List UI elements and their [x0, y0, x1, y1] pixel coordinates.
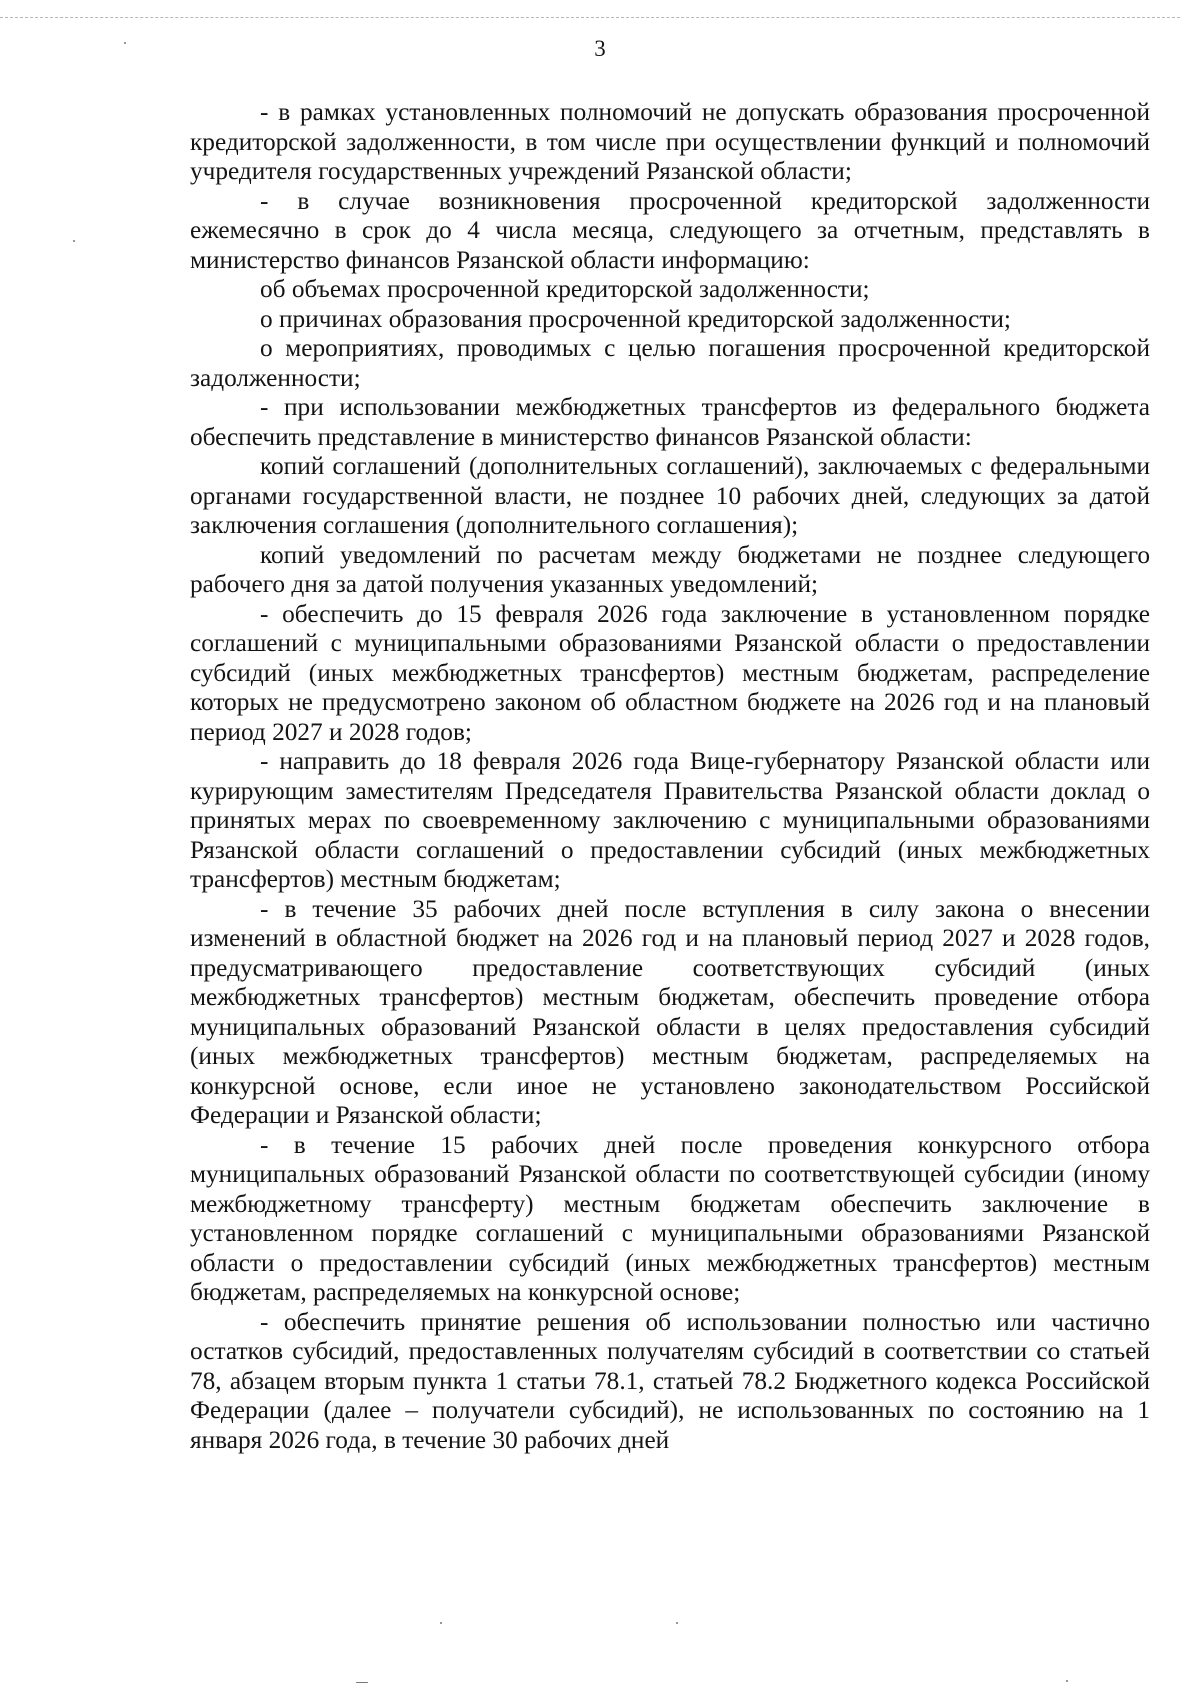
scan-speck: [440, 1622, 442, 1624]
paragraph: - в рамках установленных полномочий не допускать образования просроченной кредиторской задолженности, в том числе при осуществлении функций и полномочий учредителя государственных учреждений Рязанской области;: [190, 98, 1150, 185]
paragraph: - в случае возникновения просроченной кредиторской задолженности ежемесячно в срок до 4 числа месяца, следующего за отчетным, представлять в министерство финансов Рязанской области информацию:: [190, 186, 1150, 274]
scan-speck: [676, 1622, 678, 1624]
paragraph: - в течение 15 рабочих дней после проведения конкурсного отбора муниципальных образований Рязанской области по соответствующей субсидии (иному межбюджетному трансферту) местным бюджетам обеспечить заключение в установленном порядке соглашений с муниципальными образованиями Рязанской области о предоставлении субсидий (иных межбюджетных трансфертов) местным бюджетам, распределяемых на конкурсной основе;: [190, 1130, 1150, 1306]
paragraph: копий уведомлений по расчетам между бюджетами не позднее следующего рабочего дня за датой получения указанных уведомлений;: [190, 540, 1150, 598]
scan-speck: [1066, 1680, 1068, 1682]
document-body: [190, 98, 1150, 1455]
paragraph: - обеспечить принятие решения об использовании полностью или частично остатков субсидий, предоставленных получателям субсидий в соответствии со статьей 78, абзацем вторым пункта 1 статьи 78.1, статьей 78.2 Бюджетного кодекса Российской Федерации (далее – получатели субсидий), не использованных по состоянию на 1 января 2026 года, в течение 30 рабочих дней: [190, 1307, 1150, 1454]
paragraph: копий соглашений (дополнительных соглашений), заключаемых с федеральными органами государственной власти, не позднее 10 рабочих дней, следующих за датой заключения соглашения (дополнительного соглашения);: [190, 452, 1150, 539]
paragraph: об объемах просроченной кредиторской задолженности;: [260, 275, 870, 303]
paragraph: о мероприятиях, проводимых с целью погашения просроченной кредиторской задолженности;: [190, 334, 1150, 392]
scan-speck: [73, 240, 75, 242]
paragraph: - при использовании межбюджетных трансфертов из федерального бюджета обеспечить представление в министерство финансов Рязанской области:: [190, 393, 1150, 451]
paragraph: о причинах образования просроченной кредиторской задолженности;: [260, 304, 1011, 333]
paragraph: - направить до 18 февраля 2026 года Вице-губернатору Рязанской области или курирующим заместителям Председателя Правительства Рязанской области доклад о принятых мерах по своевременному заключению с муниципальными образованиями Рязанской области соглашений о предоставлении субсидий (иных межбюджетных трансфертов) местным бюджетам;: [190, 747, 1150, 893]
scan-edge-line: [0, 17, 1180, 18]
paragraph: - обеспечить до 15 февраля 2026 года заключение в установленном порядке соглашений с муниципальными образованиями Рязанской области о предоставлении субсидий (иных межбюджетных трансфертов) местным бюджетам, распределение которых не предусмотрено законом об областном бюджете на 2026 год и на плановый период 2027 и 2028 годов;: [190, 599, 1150, 746]
scan-speck: [356, 1682, 368, 1683]
page-number: 3: [594, 36, 606, 61]
paragraph: - в течение 35 рабочих дней после вступления в силу закона о внесении изменений в областной бюджет на 2026 год и на плановый период 2027 и 2028 годов, предусматривающего предоставление соответствующих субсидий (иных межбюджетных трансфертов) местным бюджетам, обеспечить проведение отбора муниципальных образований Рязанской области в целях предоставления субсидий (иных межбюджетных трансфертов) местным бюджетам, распределяемых на конкурсной основе, если иное не установлено законодательством Российской Федерации и Рязанской области;: [190, 894, 1150, 1129]
